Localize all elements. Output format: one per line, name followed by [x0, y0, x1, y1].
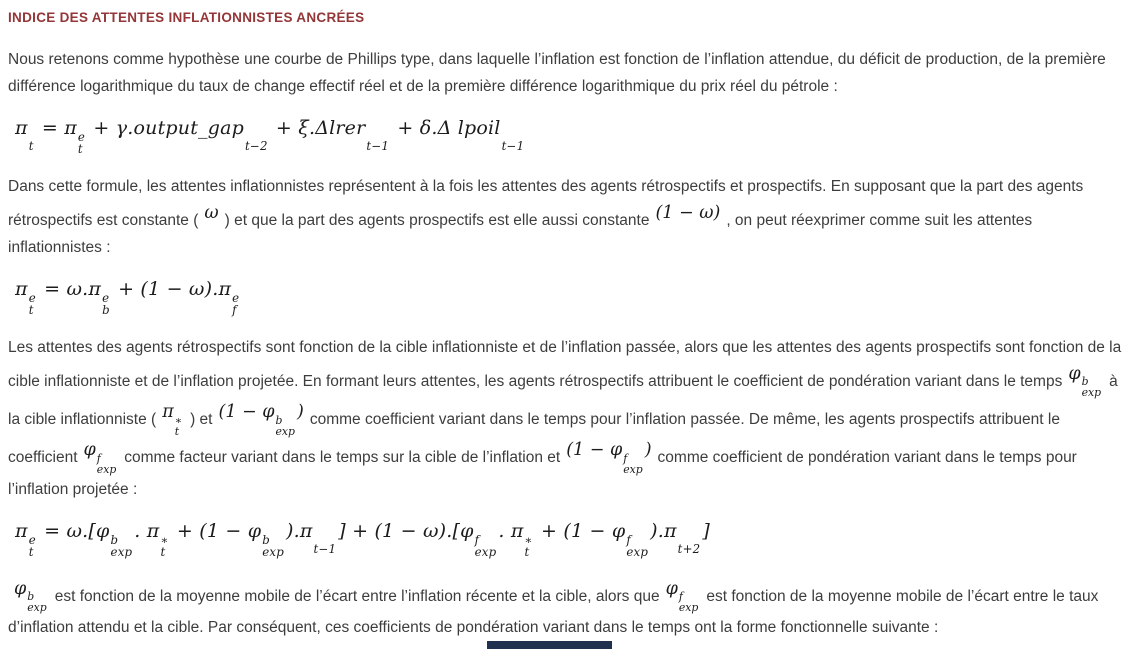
formula-token: + ξ.Δ [269, 117, 330, 139]
paragraph-phillips-curve-intro: Nous retenons comme hypothèse une courbe de Phillips type, dans laquelle l’inflation est fonction de l’inflation attendue, du déficit de production, de la première différence logarithmique du taux de change effectif réel et de la première différence logarithmique du prix réel du pétrole : [8, 51, 1106, 95]
formula-token: + (1 − [170, 519, 248, 542]
formula-token: ] [702, 519, 710, 542]
formula-token: φ f exp [665, 578, 699, 615]
formula-token: ) [644, 440, 652, 461]
inline-formula [655, 200, 720, 227]
inline-formula [84, 437, 119, 475]
formula-token: π t−1 [299, 519, 337, 557]
paragraph-functional-form: φ b exp est fonction de la moyenne mobile de l’écart entre l’inflation récente et la cible, alors que φ f exp est fonction de la moyenne mobile de l’écart entre le taux d’inflation attendu et la cible. Par conséquent, ces coefficients de pondération variant dans le temps ont la forme fonctionnelle suivante : [8, 576, 1133, 641]
formula-token: ). [286, 519, 300, 542]
display-formula-expectations-mix [15, 278, 1133, 317]
formula-token: π t [15, 117, 34, 154]
inline-formula [204, 200, 218, 227]
formula-token: π ∗ t [146, 519, 169, 559]
inline-formula [566, 437, 651, 475]
formula-token: φ b exp [262, 402, 295, 438]
inline-formula [1068, 361, 1103, 399]
formula-token: lrer t−1 [329, 117, 390, 154]
formula-token: + δ.Δ [391, 117, 458, 139]
formula-token: φ f exp [460, 519, 497, 559]
formula-token: (1 − [566, 440, 610, 461]
formula-token: π ∗ t [162, 402, 183, 438]
formula-token: π e t [64, 117, 86, 157]
formula-token: π e b [88, 277, 110, 317]
formula-token: = [35, 117, 65, 139]
formula-token: . [498, 519, 511, 542]
formula-token: π e f [218, 277, 240, 317]
display-formula-phillips-curve [15, 117, 1133, 156]
formula-token: (1 − [218, 402, 263, 423]
inline-formula [219, 399, 304, 437]
formula-token: π e t [15, 277, 36, 317]
paragraph-agents-shares: Dans cette formule, les attentes inflationnistes représentent à la fois les attentes des agents rétrospectifs et prospectifs. En supposant que la part des agents rétrospectifs est constante ( ω ) et que la part des agents prospectifs est elle aussi constante (1 − ω) , on peut réexprimer comme suit les attentes inflationnistes : [8, 177, 1084, 256]
paragraph-weighting-coefficients: Les attentes des agents rétrospectifs sont fonction de la cible inflationniste et de l’inflation passée, alors que les attentes des agents prospectifs sont fonction de la cible inflationniste et de l’inflation projetée. En formant leurs attentes, les agents rétrospectifs attribuent le coefficient de pondération variant dans le temps φ b exp à la cible inflationniste ( π ∗ t ) et (1 − φ b exp ) comme coefficient variant dans le temps pour l’inflation passée. De même, les agents prospectifs attribuent le coefficient φ f exp comme facteur variant dans le temps sur la cible de l’inflation et (1 − φ f exp ) comme coefficient de pondération variant dans le temps pour l’inflation projetée : [8, 338, 1122, 498]
formula-token: + γ. [87, 117, 134, 139]
next-equation-sliver [487, 641, 612, 649]
inline-formula [666, 576, 701, 614]
formula-token: + (1 − [534, 519, 612, 542]
formula-token: φ b exp [1068, 363, 1102, 400]
formula-token: φ b exp [14, 578, 47, 615]
section-title: INDICE DES ATTENTES INFLATIONNISTES ANCRÉES [8, 10, 365, 25]
display-formula-expanded-expectations [15, 520, 1133, 559]
inline-formula [14, 576, 49, 614]
formula-token: φ f exp [609, 440, 643, 477]
formula-token: φ b exp [96, 519, 133, 559]
formula-token: φ b exp [247, 519, 284, 559]
formula-token: ) [297, 402, 304, 423]
formula-token: ] + (1 − ω).[ [338, 519, 461, 542]
formula-token: φ f exp [611, 519, 649, 559]
formula-token: π ∗ t [510, 519, 533, 559]
formula-token: = ω. [37, 277, 89, 300]
formula-token: ω [204, 202, 219, 223]
formula-token: ). [650, 519, 664, 542]
formula-token: φ f exp [83, 440, 117, 477]
formula-token: π t+2 [663, 519, 701, 557]
formula-token: = ω.[ [37, 519, 97, 542]
formula-token: + (1 − ω). [111, 277, 219, 300]
formula-token: output_gap t−2 [133, 117, 268, 154]
formula-token: (1 − ω) [655, 202, 721, 223]
formula-token: π e t [15, 519, 36, 559]
formula-token: lpoil t−1 [457, 117, 525, 154]
inline-formula [162, 399, 184, 437]
formula-token: . [134, 519, 147, 542]
